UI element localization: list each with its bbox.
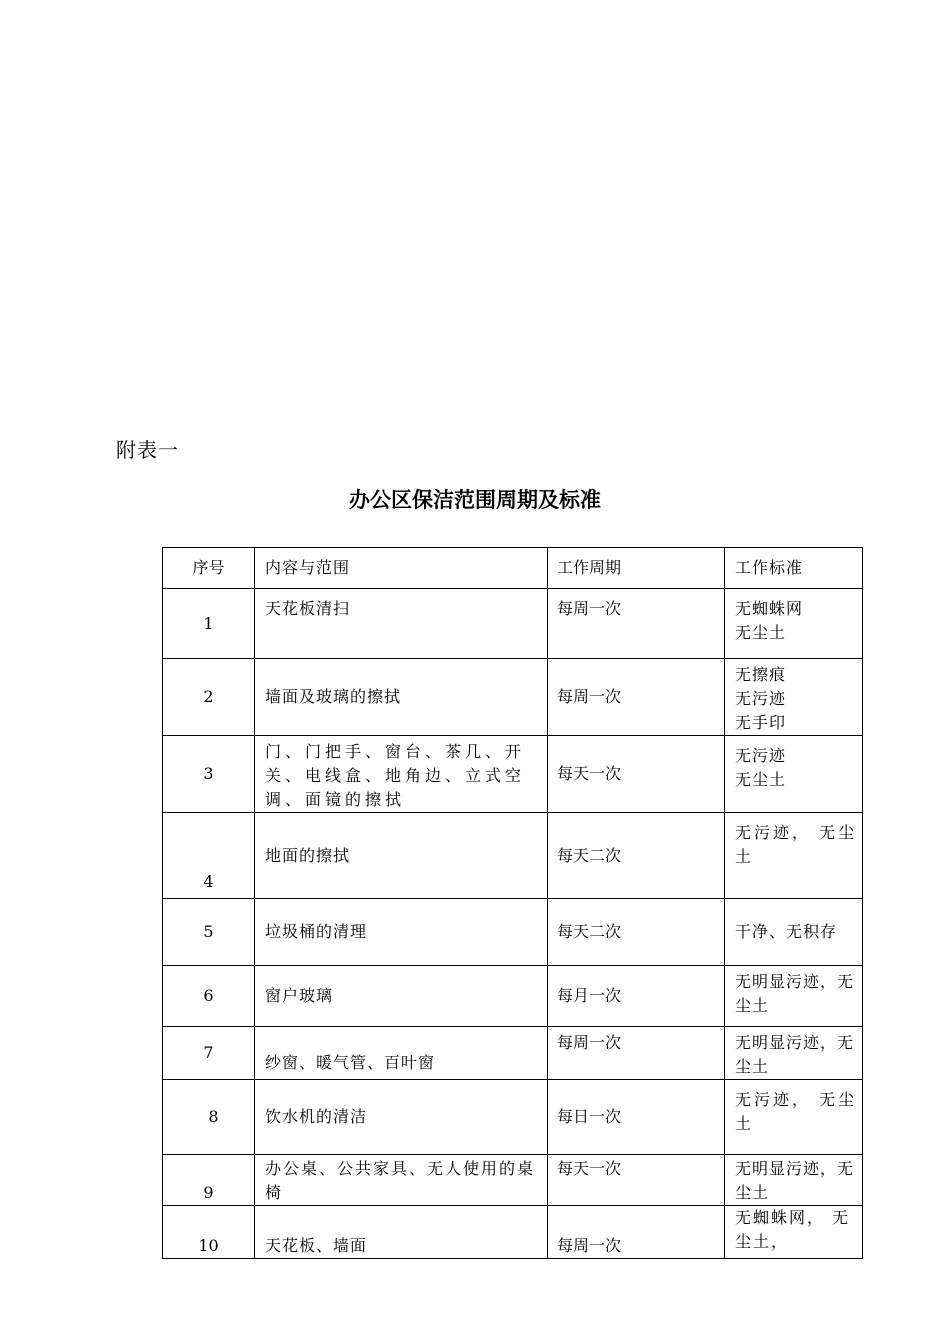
- row-period: 每月一次: [548, 966, 725, 1027]
- table-row: [163, 736, 863, 813]
- row-content: 饮水机的清洁: [255, 1080, 548, 1155]
- row-standard: [725, 1080, 863, 1155]
- row-no: 8: [163, 1080, 255, 1155]
- table-row: [163, 899, 863, 966]
- header-standard: 工作标准: [725, 548, 863, 589]
- row-no: 6: [163, 966, 255, 1027]
- row-content: 窗户玻璃: [255, 966, 548, 1027]
- attachment-label: 附表一: [116, 438, 179, 462]
- row-content: 地面的擦拭: [255, 813, 548, 899]
- row-content: 垃圾桶的清理: [255, 899, 548, 966]
- standard-line: 无蜘蛛网， 无尘土，: [735, 1208, 851, 1251]
- standard-line: 无尘土: [735, 770, 787, 789]
- row-content: 墙面及玻璃的擦拭: [255, 659, 548, 736]
- standard-line: 无污迹: [735, 746, 787, 765]
- row-standard: [725, 813, 863, 899]
- header-period: 工作周期: [548, 548, 725, 589]
- row-no: 9: [163, 1155, 255, 1206]
- row-no: 5: [163, 899, 255, 966]
- row-no: 7: [163, 1027, 255, 1080]
- table-row: [163, 1206, 863, 1259]
- row-standard: [725, 589, 863, 659]
- table-header-row: [163, 548, 863, 589]
- standard-line: 无污迹， 无尘土: [735, 823, 858, 866]
- standard-line: 无手印: [735, 713, 787, 732]
- row-period: 每天一次: [548, 736, 725, 813]
- row-period: 每天二次: [548, 899, 725, 966]
- table-row: [163, 1155, 863, 1206]
- table-row: [163, 1027, 863, 1080]
- row-standard: [725, 1206, 863, 1259]
- row-content: 办公桌、公共家具、无人使用的桌椅: [255, 1155, 548, 1206]
- row-period: 每周一次: [548, 589, 725, 659]
- row-standard: [725, 1155, 863, 1206]
- row-period: 每周一次: [548, 1206, 725, 1259]
- row-no: 4: [163, 813, 255, 899]
- row-content: 纱窗、暖气管、百叶窗: [255, 1027, 548, 1080]
- row-no: 1: [163, 589, 255, 659]
- row-standard: [725, 736, 863, 813]
- header-content: 内容与范围: [255, 548, 548, 589]
- table-row: [163, 659, 863, 736]
- standard-line: 无蜘蛛网: [735, 599, 804, 618]
- row-period: 每周一次: [548, 1027, 725, 1080]
- standard-line: 无明显污迹，无尘土: [735, 1159, 855, 1202]
- row-content: 天花板清扫: [255, 589, 548, 659]
- cleaning-standards-table: [162, 547, 863, 1259]
- row-standard: [725, 659, 863, 736]
- standard-line: 无明显污迹，无尘土: [735, 972, 855, 1015]
- row-no: 3: [163, 736, 255, 813]
- row-standard: [725, 966, 863, 1027]
- header-no: 序号: [163, 548, 255, 589]
- standard-line: 无污迹， 无尘土: [735, 1090, 858, 1133]
- standard-line: 干净、无积存: [735, 922, 838, 941]
- row-period: 每周一次: [548, 659, 725, 736]
- row-period: 每天二次: [548, 813, 725, 899]
- row-standard: [725, 899, 863, 966]
- row-content: 门、门把手、窗台、茶几、开关、电线盒、地角边、立式空调、面镜的擦拭: [255, 736, 548, 813]
- table-row: [163, 1080, 863, 1155]
- table-row: [163, 813, 863, 899]
- row-period: 每天一次: [548, 1155, 725, 1206]
- row-period: 每日一次: [548, 1080, 725, 1155]
- standard-line: 无擦痕: [735, 665, 787, 684]
- table-row: [163, 589, 863, 659]
- standard-line: 无尘土: [735, 623, 787, 642]
- document-title: 办公区保洁范围周期及标准: [349, 488, 601, 512]
- row-content: 天花板、墙面: [255, 1206, 548, 1259]
- row-no: 10: [163, 1206, 255, 1259]
- standard-line: 无明显污迹，无尘土: [735, 1033, 855, 1076]
- table-row: [163, 966, 863, 1027]
- row-standard: [725, 1027, 863, 1080]
- row-no: 2: [163, 659, 255, 736]
- standard-line: 无污迹: [735, 689, 787, 708]
